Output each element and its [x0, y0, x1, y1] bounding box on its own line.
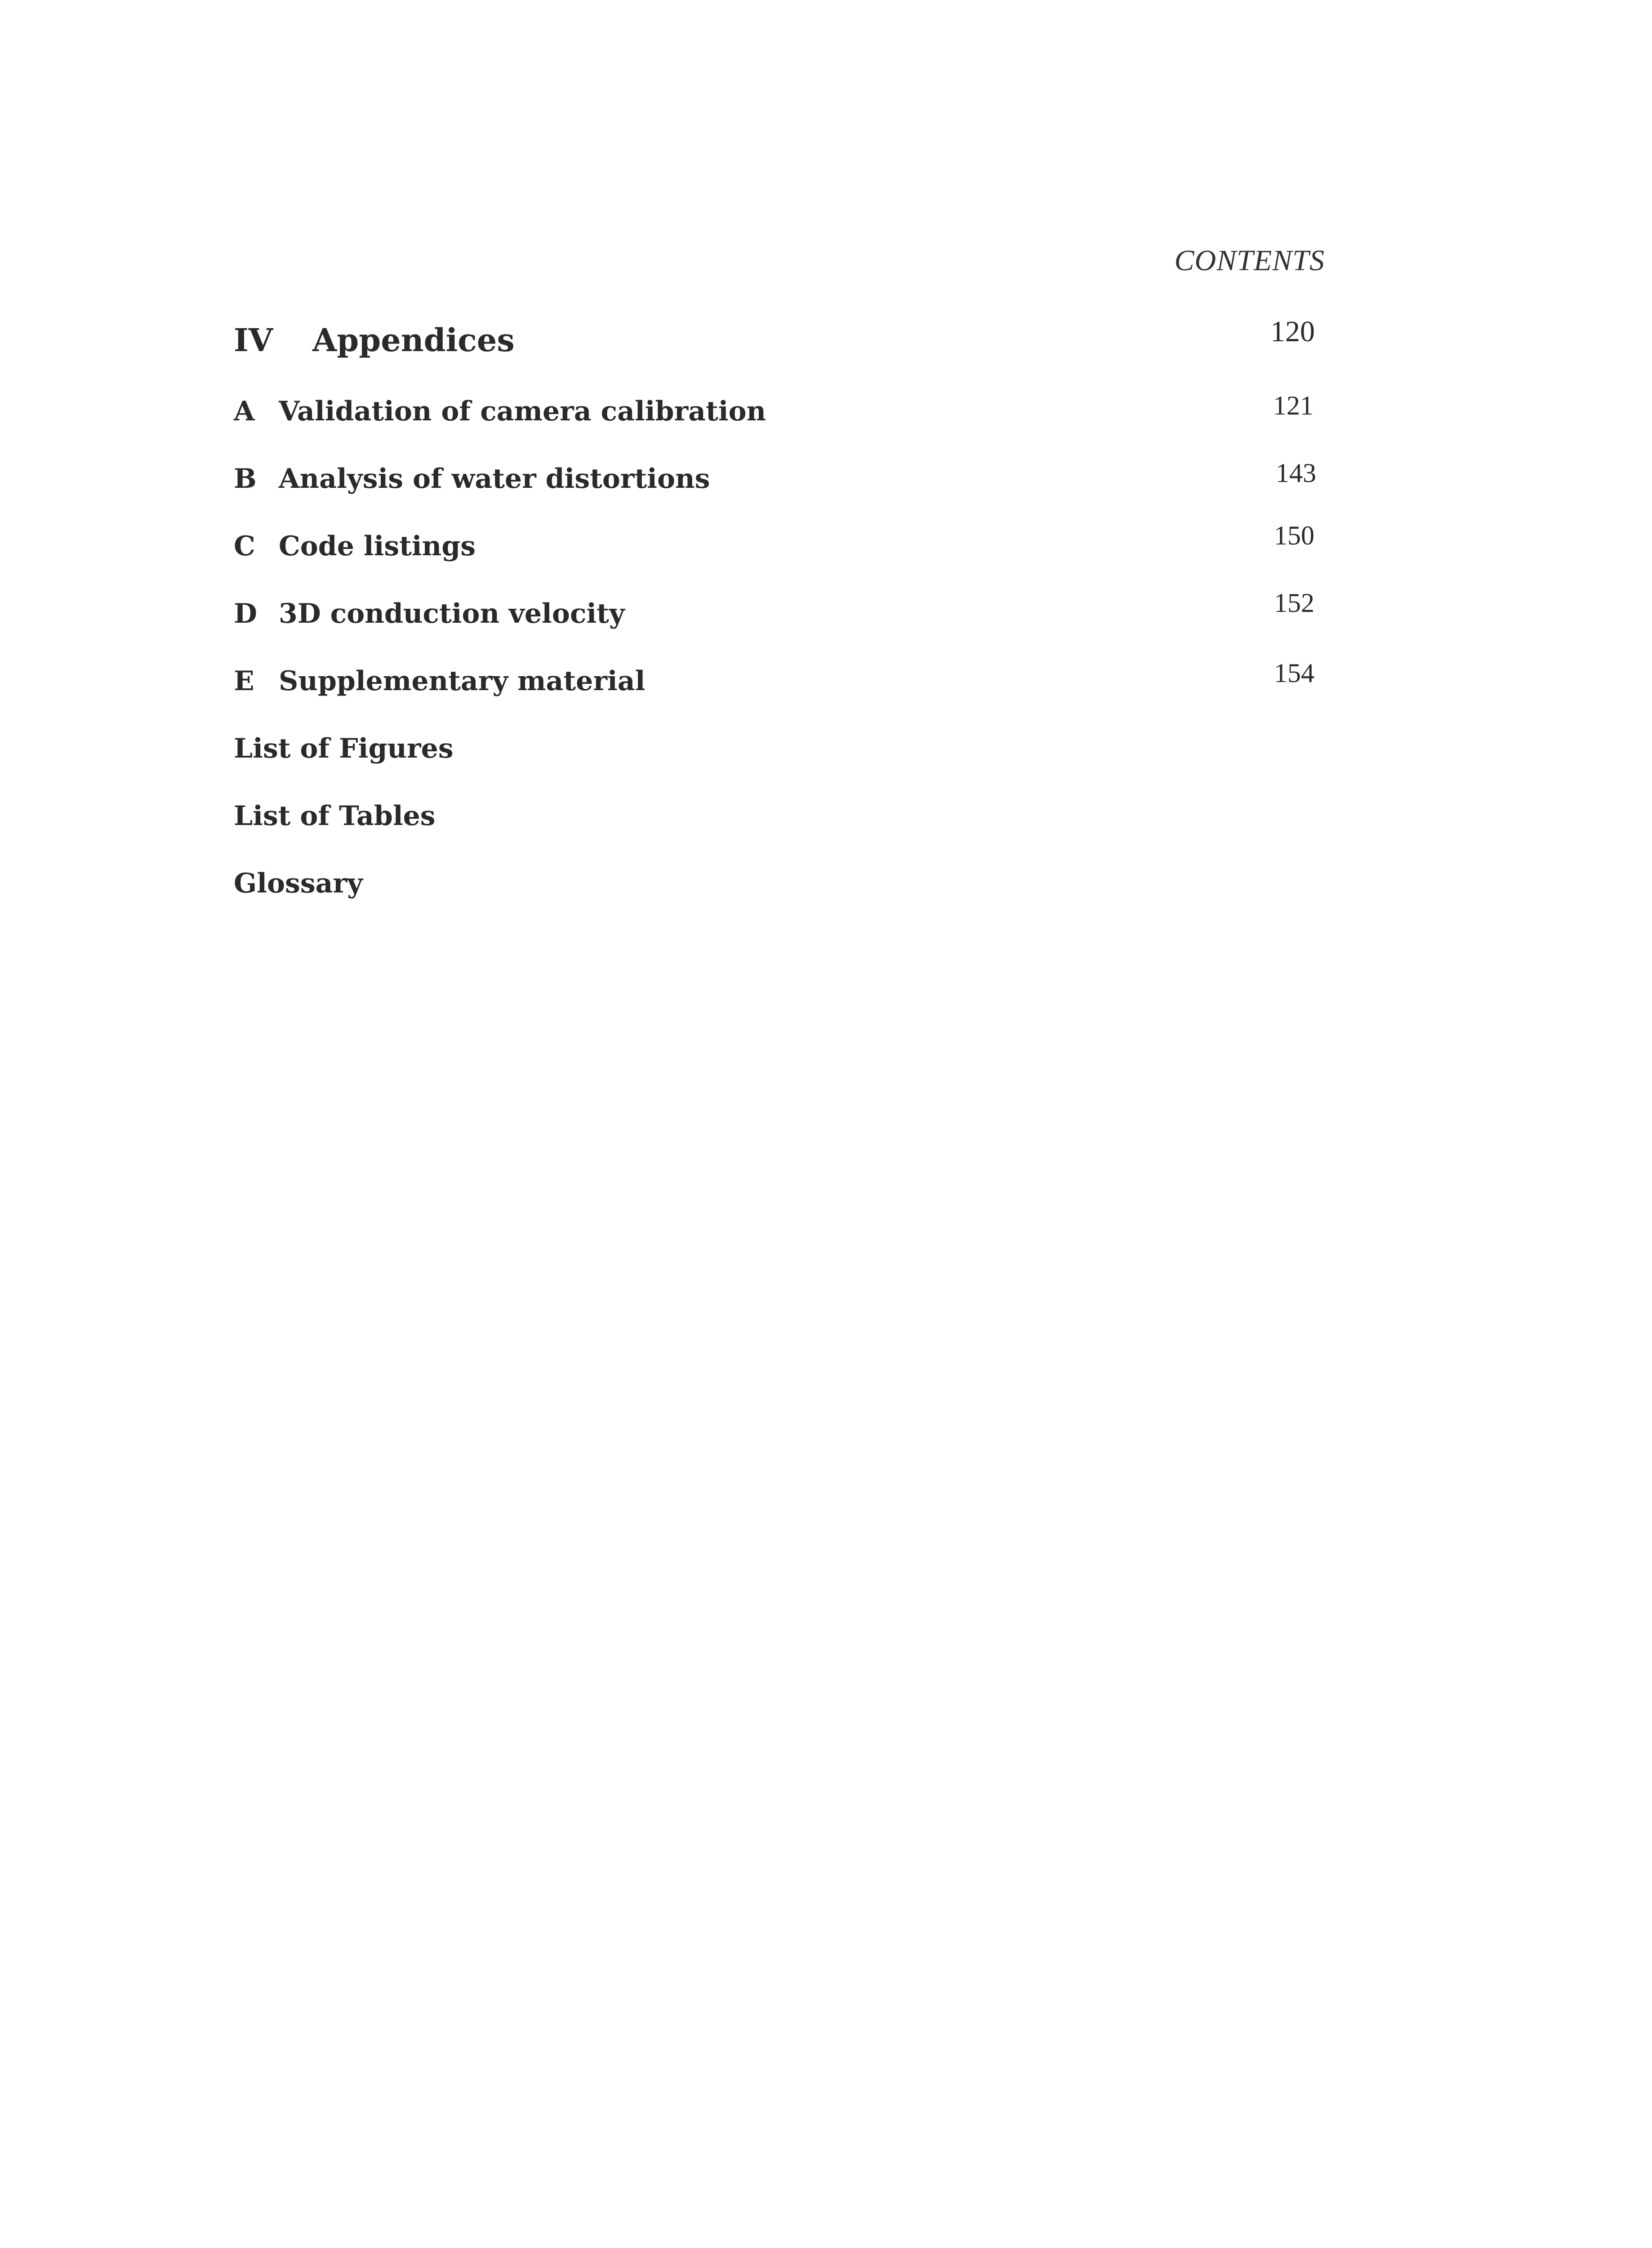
part-number: IV: [234, 321, 273, 359]
toc-entry-letter: C: [234, 531, 255, 562]
running-header: CONTENTS: [1174, 244, 1325, 277]
toc-entry-title: Supplementary material: [279, 665, 646, 697]
toc-entry-b: [234, 463, 710, 495]
toc-entry-page: 121: [1273, 391, 1314, 420]
toc-entry-letter: B: [234, 463, 257, 495]
toc-entry-page: 150: [1274, 521, 1314, 550]
part-heading: [234, 321, 515, 359]
toc-entry-letter: E: [234, 665, 254, 697]
toc-entry-glossary: Glossary: [234, 868, 363, 899]
toc-entry-title: Code listings: [279, 531, 476, 562]
toc-entry-list-of-figures: List of Figures: [234, 733, 454, 764]
toc-entry-e: [234, 665, 645, 697]
part-title: Appendices: [312, 321, 515, 359]
toc-entry-page: 143: [1276, 458, 1316, 488]
toc-entry-title: Validation of camera calibration: [279, 396, 766, 427]
toc-entry-page: 152: [1274, 588, 1314, 618]
toc-entry-a: [234, 396, 766, 427]
toc-entry-letter: D: [234, 598, 258, 629]
part-page-number: 120: [1270, 315, 1315, 348]
toc-entry-list-of-tables: List of Tables: [234, 800, 436, 832]
toc-entry-letter: A: [234, 396, 255, 427]
toc-entry-title: 3D conduction velocity: [279, 598, 625, 629]
toc-entry-title: Analysis of water distortions: [279, 463, 710, 495]
toc-entry-d: [234, 598, 625, 629]
toc-entry-page: 154: [1274, 658, 1314, 688]
toc-entry-c: [234, 531, 476, 562]
